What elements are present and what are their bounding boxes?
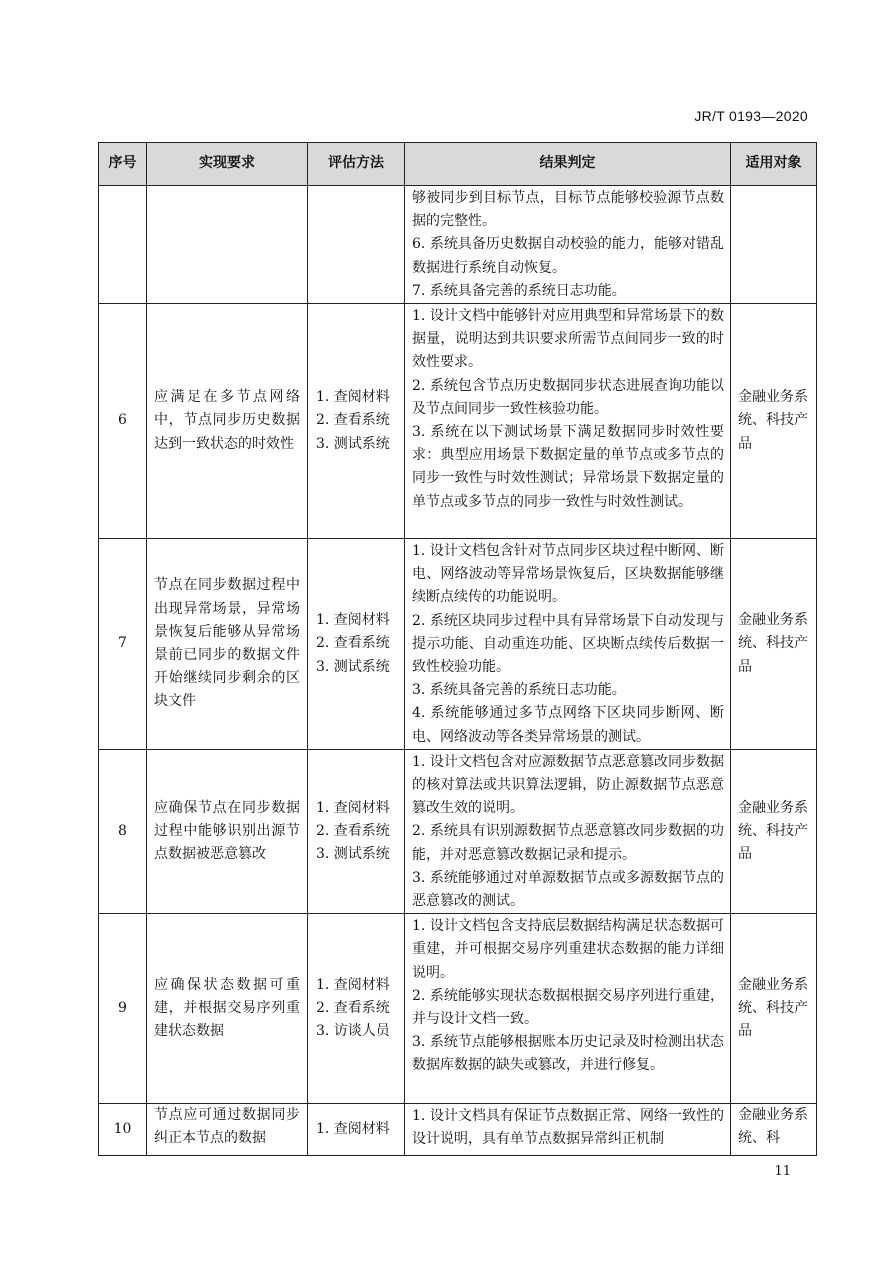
result-item: 1. 设计文档包含对应源数据节点恶意篡改同步数据的核对算法或共识算法逻辑，防止源数据节点恶意篡改生效的说明。 [412, 753, 724, 817]
result-item: 3. 系统节点能够根据账本历史记录及时检测出状态数据库数据的缺失或篡改，并进行修复。 [412, 1034, 724, 1074]
method-cell [308, 749, 405, 913]
method-item: 3. 测试系统 [316, 435, 390, 452]
result-item: 1. 设计文档包含支持底层数据结构满足状态数据可重建，并可根据交易序列重建状态数据的能力详细说明。 [412, 918, 724, 981]
method-item: 1. 查阅材料 [316, 1121, 390, 1138]
target-text: 金融业务系统、科技产品 [731, 914, 817, 1104]
row-number: 9 [99, 914, 147, 1104]
method-item: 1. 查阅材料 [316, 612, 390, 629]
requirement-text: 节点应可通过数据同步纠正本节点的数据 [147, 1104, 308, 1156]
result-item: 够被同步到目标节点，目标节点能够校验源节点数据的完整性。 [412, 190, 724, 230]
method-cell [308, 186, 405, 304]
method-item: 3. 测试系统 [316, 658, 390, 675]
method-cell [308, 304, 405, 539]
result-item: 3. 系统在以下测试场景下满足数据同步时效性要求：典型应用场景下数据定量的单节点或多节点的同步一致性与时效性测试；异常场景下数据定量的单节点或多节点的同步一致性与时效性测试。 [412, 424, 724, 510]
method-item: 2. 查看系统 [316, 1000, 390, 1017]
result-cell [405, 749, 731, 913]
result-item: 2. 系统具有识别源数据节点恶意篡改同步数据的功能，并对恶意篡改数据记录和提示。 [412, 823, 724, 863]
column-header-result: 结果判定 [405, 143, 731, 186]
method-cell [308, 539, 405, 750]
row-number [99, 186, 147, 304]
target-text: 金融业务系统、科技产品 [731, 539, 817, 750]
result-cell [405, 304, 731, 539]
method-item: 1. 查阅材料 [316, 389, 390, 406]
row-number: 6 [99, 304, 147, 539]
method-item: 1. 查阅材料 [316, 976, 390, 993]
result-item: 6. 系统具备历史数据自动校验的能力，能够对错乱数据进行系统自动恢复。 [412, 236, 724, 276]
column-header-method: 评估方法 [308, 143, 405, 186]
method-item: 2. 查看系统 [316, 635, 390, 652]
document-code: JR/T 0193—2020 [694, 108, 808, 124]
method-item: 2. 查看系统 [316, 412, 390, 429]
requirements-table [98, 142, 817, 1156]
result-cell [405, 1104, 731, 1156]
table-row [99, 304, 817, 539]
method-item: 2. 查看系统 [316, 822, 390, 839]
requirement-text: 应满足在多节点网络中，节点同步历史数据达到一致状态的时效性 [147, 304, 308, 539]
result-item: 2. 系统能够实现状态数据根据交易序列进行重建，并与设计文档一致。 [412, 987, 724, 1028]
requirement-text: 节点在同步数据过程中出现异常场景，异常场景恢复后能够从异常场景前已同步的数据文件开始继续同步剩余的区块文件 [147, 539, 308, 750]
target-text: 金融业务系统、科 [731, 1104, 817, 1156]
result-item: 1. 设计文档具有保证节点数据正常、网络一致性的设计说明，具有单节点数据异常纠正机制 [412, 1108, 724, 1148]
row-number: 8 [99, 749, 147, 913]
page-number: 11 [774, 1164, 791, 1179]
result-item: 7. 系统具备完善的系统日志功能。 [412, 282, 626, 299]
result-cell [405, 539, 731, 750]
row-number: 10 [99, 1104, 147, 1156]
target-text: 金融业务系统、科技产品 [731, 304, 817, 539]
result-item: 4. 系统能够通过多节点网络下区块同步断网、断电、网络波动等各类异常场景的测试。 [412, 705, 724, 745]
table-row [99, 1104, 817, 1156]
requirement-text: 应确保节点在同步数据过程中能够识别出源节点数据被恶意篡改 [147, 749, 308, 913]
table-header-row [99, 143, 817, 186]
target-text [731, 186, 817, 304]
column-header-no: 序号 [99, 143, 147, 186]
result-item: 2. 系统包含节点历史数据同步状态进展查询功能以及节点间同步一致性核验功能。 [412, 377, 724, 417]
result-item: 1. 设计文档中能够针对应用典型和异常场景下的数据量，说明达到共识要求所需节点间同步一致的时效性要求。 [412, 308, 724, 371]
result-cell [405, 914, 731, 1104]
row-number: 7 [99, 539, 147, 750]
table-row [99, 186, 817, 304]
method-cell [308, 1104, 405, 1156]
result-item: 1. 设计文档包含针对节点同步区块过程中断网、断电、网络波动等异常场景恢复后，区块数据能够继续断点续传的功能说明。 [412, 543, 724, 606]
method-item: 3. 访谈人员 [316, 1023, 390, 1040]
table-body [99, 186, 817, 1156]
result-item: 2. 系统区块同步过程中具有异常场景下自动发现与提示功能、自动重连功能、区块断点续传后数据一致性校验功能。 [412, 612, 724, 676]
requirement-text [147, 186, 308, 304]
column-header-requirement: 实现要求 [147, 143, 308, 186]
method-cell [308, 914, 405, 1104]
result-item: 3. 系统能够通过对单源数据节点或多源数据节点的恶意篡改的测试。 [412, 869, 724, 910]
method-item: 3. 测试系统 [316, 846, 390, 863]
column-header-target: 适用对象 [731, 143, 817, 186]
requirement-text: 应确保状态数据可重建，并根据交易序列重建状态数据 [147, 914, 308, 1104]
result-cell [405, 186, 731, 304]
table-row [99, 539, 817, 750]
target-text: 金融业务系统、科技产品 [731, 749, 817, 913]
table-row [99, 749, 817, 913]
method-item: 1. 查阅材料 [316, 799, 390, 816]
table-row [99, 914, 817, 1104]
result-item: 3. 系统具备完善的系统日志功能。 [412, 682, 626, 699]
